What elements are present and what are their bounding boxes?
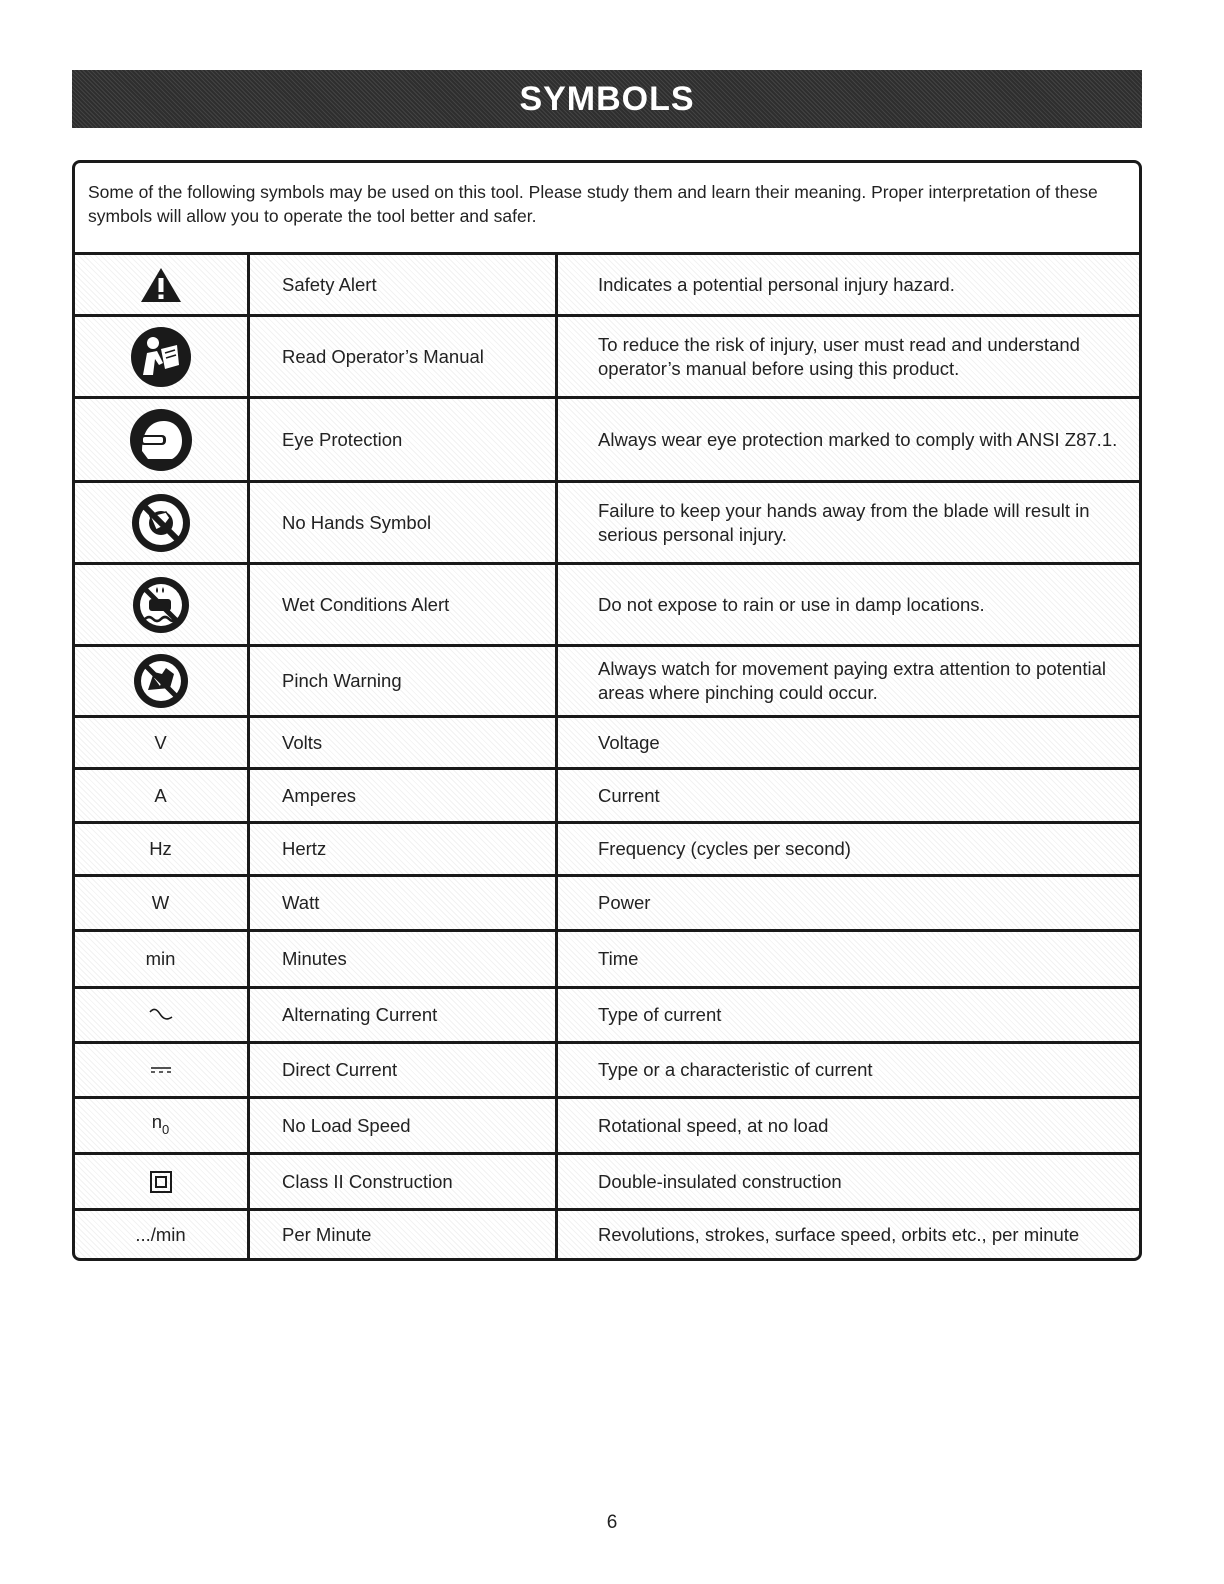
symbol-name: Pinch Warning: [250, 647, 558, 715]
table-row: [74, 1208, 1140, 1258]
symbol-cell: [74, 989, 250, 1041]
symbol-cell: [74, 1099, 250, 1152]
table-row: [74, 314, 1140, 396]
symbol-cell: [74, 565, 250, 644]
symbol-text: V: [154, 731, 167, 753]
table-row: [74, 1041, 1140, 1096]
symbol-cell: [74, 255, 250, 314]
table-row: [74, 929, 1140, 986]
symbol-description: Do not expose to rain or use in damp locations.: [598, 593, 985, 615]
symbol-description: Type of current: [598, 1004, 722, 1025]
symbol-description: Indicates a potential personal injury hazard.: [598, 273, 955, 295]
symbol-text: W: [151, 892, 170, 913]
symbol-cell: [74, 317, 250, 396]
symbol-cell: [74, 1044, 250, 1096]
symbol-name: Watt: [250, 877, 558, 929]
table-row: [74, 821, 1140, 874]
page-title: SYMBOLS: [519, 79, 695, 118]
symbol-cell: [74, 1211, 250, 1258]
symbol-cell: [74, 877, 250, 929]
intro-text: Some of the following symbols may be used on this tool. Please study them and learn their meaning. Proper interpretation of these symbols will allow you to operate the tool better and safer.: [88, 182, 1098, 226]
symbol-description: To reduce the risk of injury, user must read and understand operator’s manual before using this product.: [598, 333, 1080, 379]
table-row: [74, 1152, 1140, 1208]
symbol-description: Failure to keep your hands away from the blade will result in serious personal injury.: [598, 499, 1090, 545]
symbol-name: Class II Construction: [250, 1155, 558, 1208]
table-row: [74, 874, 1140, 929]
table-row: [74, 396, 1140, 480]
symbol-name: Per Minute: [250, 1211, 558, 1258]
no-hands-icon: [130, 492, 192, 554]
table-row: [74, 562, 1140, 644]
symbol-text: min: [145, 948, 176, 969]
table-row: [74, 767, 1140, 821]
symbol-description: Time: [598, 948, 639, 969]
symbol-description: Current: [598, 784, 660, 806]
symbol-description: Rotational speed, at no load: [598, 1114, 829, 1136]
symbol-description: Type or a characteristic of current: [598, 1059, 873, 1080]
symbol-cell: [74, 647, 250, 715]
symbol-name: Wet Conditions Alert: [250, 565, 558, 644]
table-row: [74, 644, 1140, 715]
symbol-name: Volts: [250, 718, 558, 767]
symbol-description: Double-insulated construction: [598, 1170, 842, 1192]
symbol-description: Always watch for movement paying extra attention to potential areas where pinching could occur.: [598, 658, 1106, 703]
pinch-warning-icon: [132, 652, 190, 710]
alternating-current-icon: [148, 1007, 174, 1023]
symbol-cell: [74, 718, 250, 767]
symbol-text: A: [154, 784, 167, 806]
direct-current-icon: [150, 1065, 172, 1075]
symbol-description: Voltage: [598, 731, 660, 753]
read-manual-icon: [129, 325, 193, 389]
symbol-cell: [74, 824, 250, 874]
wet-conditions-icon: [131, 575, 191, 635]
symbol-name: No Hands Symbol: [250, 483, 558, 562]
table-row: [74, 1096, 1140, 1152]
symbol-cell: [74, 932, 250, 986]
symbol-text: .../min: [135, 1223, 186, 1245]
symbol-cell: [74, 483, 250, 562]
symbol-name: Amperes: [250, 770, 558, 821]
symbol-cell: [74, 1155, 250, 1208]
symbol-name: Safety Alert: [250, 255, 558, 314]
symbol-name: Read Operator’s Manual: [250, 317, 558, 396]
symbol-name: Direct Current: [250, 1044, 558, 1096]
symbol-name: Alternating Current: [250, 989, 558, 1041]
title-bar: [72, 70, 1142, 128]
class-ii-construction-icon: [150, 1171, 172, 1193]
safety-alert-icon: [139, 266, 183, 304]
table-row: [74, 252, 1140, 314]
symbol-description: Power: [598, 892, 651, 913]
symbol-name: No Load Speed: [250, 1099, 558, 1152]
symbol-cell: [74, 399, 250, 480]
table-row: [74, 480, 1140, 562]
symbol-cell: [74, 770, 250, 821]
symbol-text: $n_0$: [151, 1110, 170, 1137]
symbol-text: Hz: [149, 838, 172, 859]
eye-protection-icon: [128, 407, 194, 473]
page-number: 6: [606, 1512, 618, 1533]
symbol-description: Always wear eye protection marked to comply with ANSI Z87.1.: [598, 428, 1118, 450]
symbol-name: Minutes: [250, 932, 558, 986]
symbol-description: Frequency (cycles per second): [598, 838, 851, 859]
symbol-subscript: 0: [162, 1121, 170, 1137]
symbol-name: Eye Protection: [250, 399, 558, 480]
symbol-description: Revolutions, strokes, surface speed, orbits etc., per minute: [598, 1223, 1080, 1245]
table-row: [74, 715, 1140, 767]
symbol-name: Hertz: [250, 824, 558, 874]
table-row: [74, 986, 1140, 1041]
